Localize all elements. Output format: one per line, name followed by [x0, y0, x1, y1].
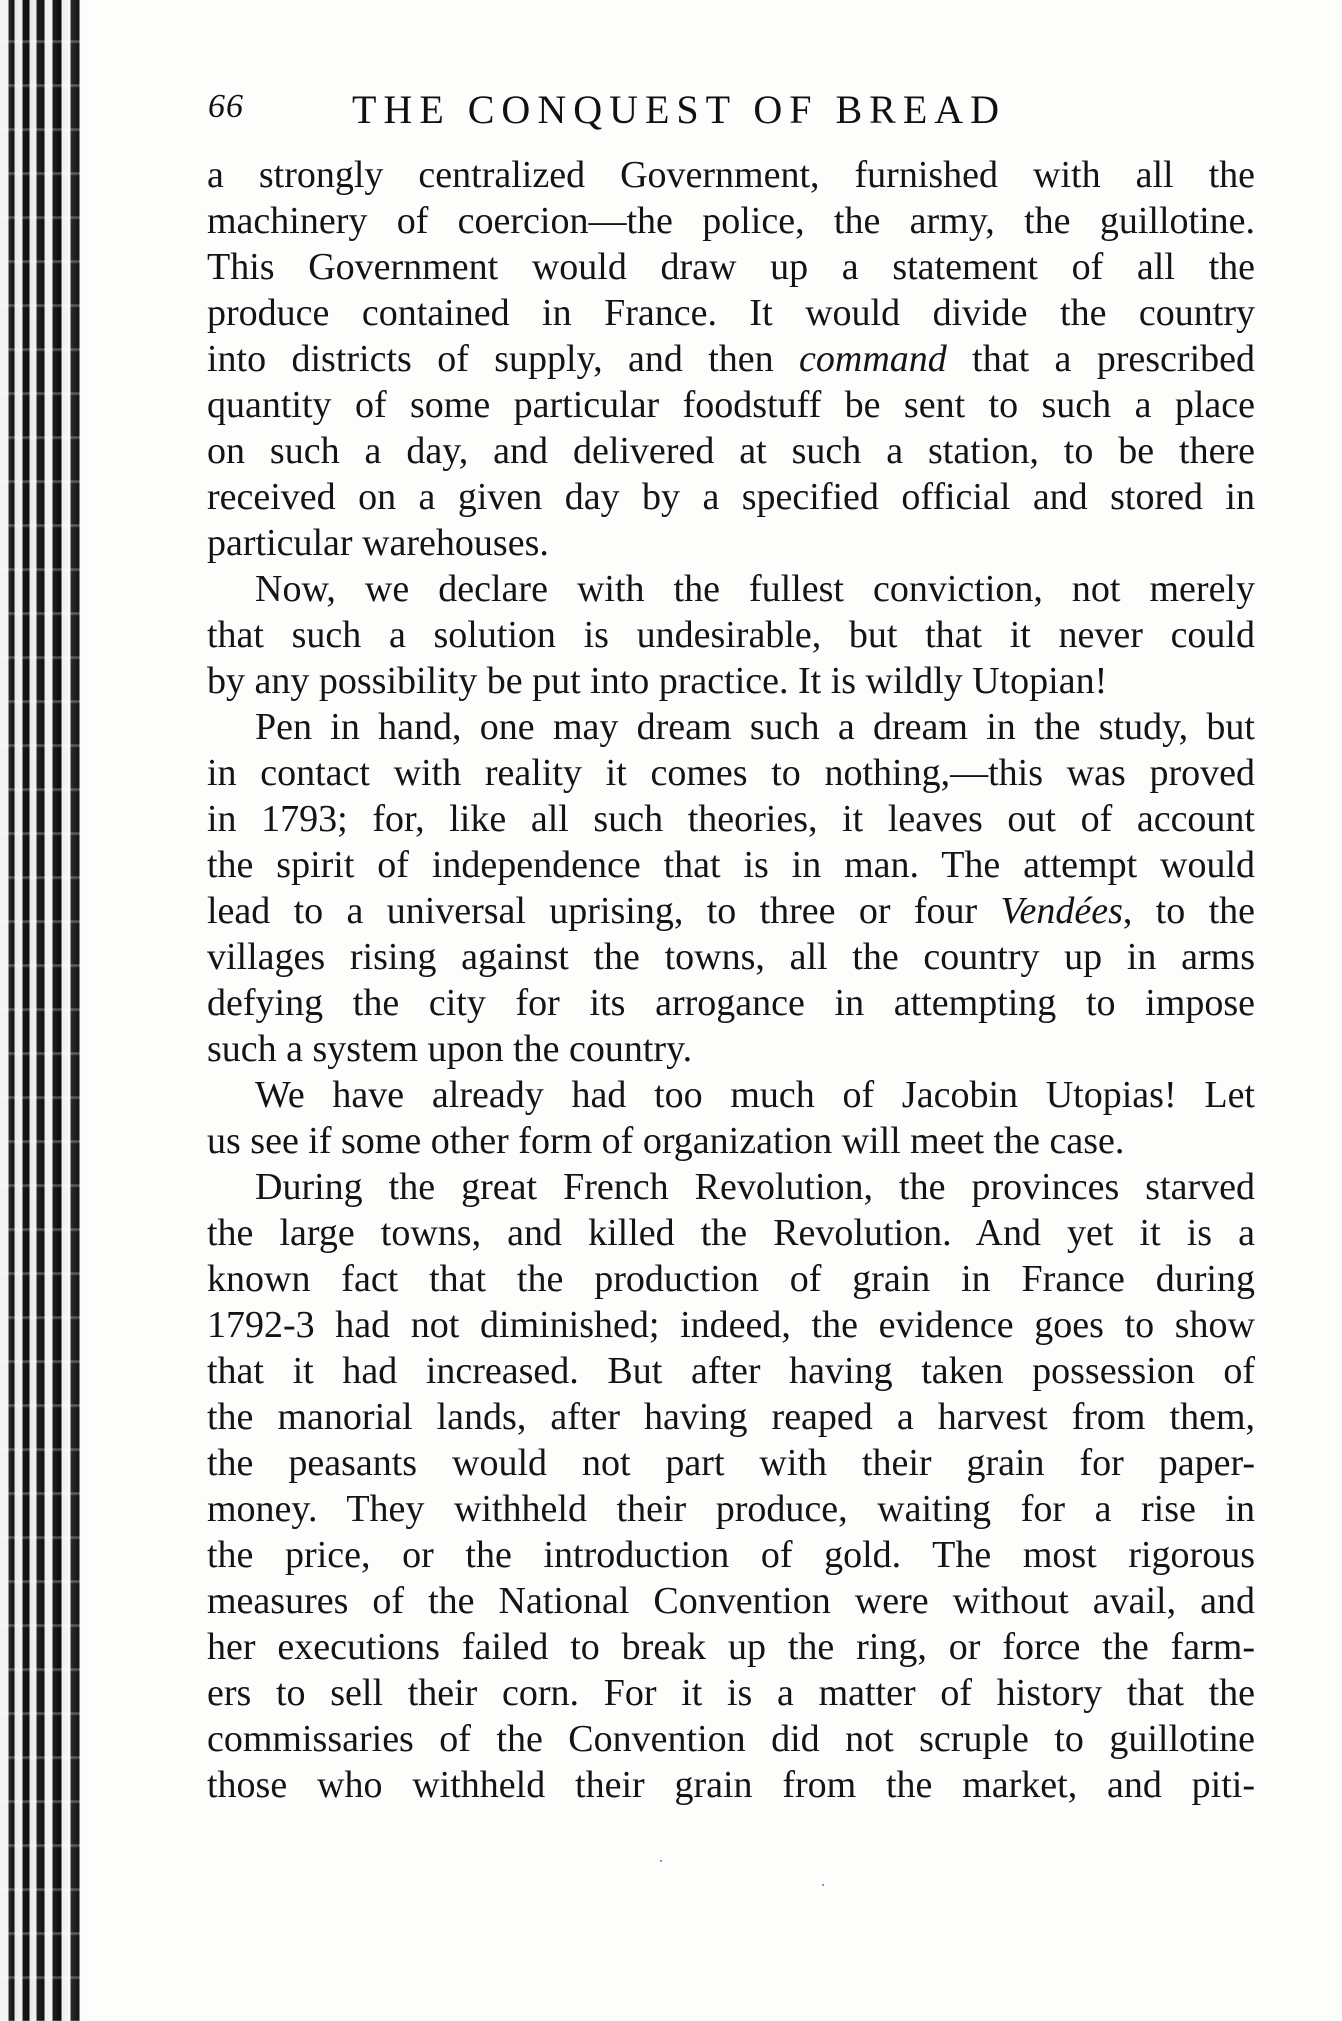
page-header	[208, 86, 1108, 146]
running-title: THE CONQUEST OF BREAD	[352, 87, 1007, 132]
text-line: that it had increased. But after having taken possession of	[207, 1350, 1255, 1392]
paragraph-5	[207, 1164, 1255, 1808]
text-line: us see if some other form of organization will meet the case.	[207, 1120, 1125, 1162]
text-line: villages rising against the towns, all the country up in arms	[207, 936, 1255, 978]
text-line: This Government would draw up a statement of all the	[207, 246, 1255, 288]
text-line: ers to sell their corn. For it is a matter of history that the	[207, 1672, 1255, 1714]
text-line: Pen in hand, one may dream such a dream in the study, but	[255, 706, 1255, 748]
text-line: the manorial lands, after having reaped a harvest from them,	[207, 1396, 1255, 1438]
text-line: received on a given day by a specified official and stored in	[207, 476, 1255, 518]
text-line: her executions failed to break up the ring, or force the farm-	[207, 1626, 1255, 1668]
text-line: quantity of some particular foodstuff be sent to such a place	[207, 384, 1255, 426]
text-line: in contact with reality it comes to nothing,—this was proved	[207, 752, 1255, 794]
text-line: lead to a universal uprising, to three or four Vendées, to the	[207, 890, 1255, 932]
text-line: into districts of supply, and then command that a prescribed	[207, 338, 1256, 380]
text-line: defying the city for its arrogance in attempting to impose	[207, 982, 1255, 1024]
text-line: on such a day, and delivered at such a station, to be there	[207, 430, 1255, 472]
paper-speck	[660, 1860, 662, 1862]
text-line: a strongly centralized Government, furnished with all the	[207, 154, 1255, 196]
page-number: 66	[208, 88, 244, 125]
text-line: commissaries of the Convention did not scruple to guillotine	[207, 1718, 1255, 1760]
text-line: produce contained in France. It would divide the country	[207, 292, 1255, 334]
text-line: by any possibility be put into practice. It is wildly Utopian!	[207, 660, 1108, 702]
text-line: During the great French Revolution, the provinces starved	[255, 1166, 1255, 1208]
text-line: money. They withheld their produce, waiting for a rise in	[207, 1488, 1255, 1530]
text-line: the large towns, and killed the Revolution. And yet it is a	[207, 1212, 1255, 1254]
book-binding-gutter	[0, 0, 88, 2021]
text-line: known fact that the production of grain in France during	[207, 1258, 1255, 1300]
text-line: that such a solution is undesirable, but that it never could	[207, 614, 1255, 656]
text-line: We have already had too much of Jacobin Utopias! Let	[255, 1074, 1255, 1116]
paper-speck	[822, 1884, 824, 1886]
text-line: the peasants would not part with their grain for paper-	[207, 1442, 1255, 1484]
paragraph-2	[207, 566, 1255, 704]
text-line: measures of the National Convention were without avail, and	[207, 1580, 1255, 1622]
text-line: particular warehouses.	[207, 522, 549, 564]
paragraph-3	[207, 704, 1255, 1072]
paragraph-1	[207, 152, 1255, 566]
text-line: 1792-3 had not diminished; indeed, the evidence goes to show	[207, 1304, 1255, 1346]
text-line: in 1793; for, like all such theories, it leaves out of account	[207, 798, 1255, 840]
body-text	[207, 152, 1255, 1808]
text-line: the price, or the introduction of gold. The most rigorous	[207, 1534, 1255, 1576]
text-line: those who withheld their grain from the market, and piti-	[207, 1764, 1255, 1806]
text-line: the spirit of independence that is in man. The attempt would	[207, 844, 1255, 886]
paragraph-4	[207, 1072, 1255, 1164]
text-line: machinery of coercion—the police, the army, the guillotine.	[207, 200, 1255, 242]
text-line: Now, we declare with the fullest conviction, not merely	[255, 568, 1255, 610]
text-line: such a system upon the country.	[207, 1028, 693, 1070]
